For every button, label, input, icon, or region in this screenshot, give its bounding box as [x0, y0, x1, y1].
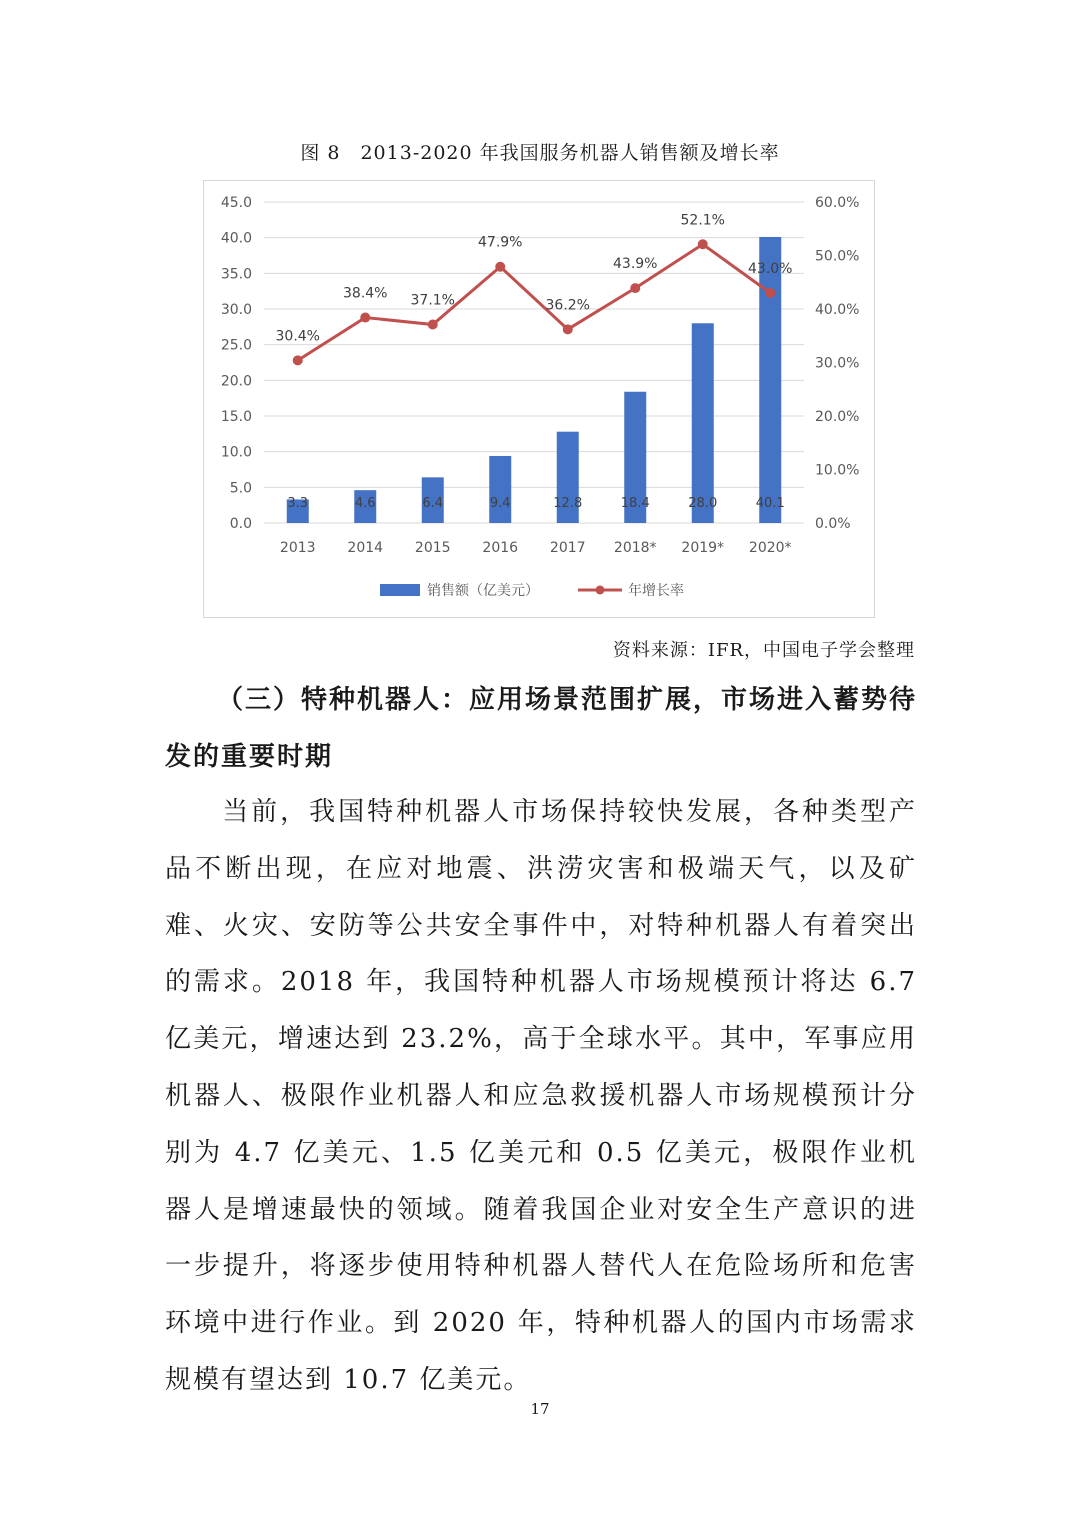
legend-bar-swatch: [380, 584, 420, 596]
bar-data-label: 6.4: [422, 496, 444, 511]
x-tick-label: 2019*: [681, 540, 725, 556]
growth-rate-data-label: 36.2%: [545, 297, 590, 314]
growth-rate-point: [630, 283, 640, 293]
x-tick-label: 2020*: [748, 540, 792, 556]
growth-rate-data-label: 52.1%: [680, 212, 725, 229]
chart-frame: [203, 180, 875, 618]
growth-rate-point: [428, 320, 438, 330]
body-paragraph: 当前，我国特种机器人市场保持较快发展，各种类型产品不断出现，在应对地震、洪涝灾害和极端天气，以及矿难、火灾、安防等公共安全事件中，对特种机器人有着突出的需求。2018 年，我国特种机器人市场规模预计将达 6.7 亿美元，增速达到 23.2%，高于全球水平。其中，军事应用机器人、极限作业机器人和应急救援机器人市场规模预计分别为 4.7 亿美元、1.5 亿美元和 0.5 亿美元，极限作业机器人是增速最快的领域。随着我国企业对安全生产意识的进一步提升，将逐步使用特种机器人替代人在危险场所和危害环境中进行作业。到 2020 年，特种机器人的国内市场需求规模有望达到 10.7 亿美元。: [165, 797, 917, 1395]
y-right-tick-label: 40.0%: [815, 302, 860, 318]
x-tick-label: 2016: [482, 540, 519, 556]
x-tick-label: 2015: [414, 540, 451, 556]
y-left-tick-label: 25.0: [220, 337, 252, 354]
x-tick-label: 2018*: [613, 540, 657, 556]
y-left-tick-label: 10.0: [220, 444, 252, 461]
bar-data-label: 9.4: [489, 496, 511, 511]
growth-rate-point: [293, 355, 303, 365]
growth-rate-data-label: 43.9%: [613, 256, 658, 273]
y-right-tick-label: 10.0%: [815, 462, 860, 479]
y-left-tick-label: 5.0: [229, 480, 252, 497]
section-heading: （三）特种机器人：应用场景范围扩展，市场进入蓄势待发的重要时期: [165, 685, 918, 772]
legend-line-label: 年增长率: [628, 583, 684, 599]
y-left-tick-label: 30.0: [220, 302, 252, 318]
bar: [489, 456, 511, 523]
y-right-tick-label: 60.0%: [815, 195, 860, 211]
legend-bar-label: 销售额（亿美元）: [427, 583, 539, 599]
growth-rate-data-label: 30.4%: [275, 328, 320, 345]
x-tick-label: 2014: [347, 540, 384, 556]
growth-rate-data-label: 43.0%: [748, 260, 793, 277]
source-note: 资料来源：IFR，中国电子学会整理: [612, 640, 915, 661]
y-left-tick-label: 40.0: [220, 230, 252, 247]
y-left-tick-label: 0.0: [229, 516, 252, 532]
bar-data-label: 40.1: [755, 496, 785, 511]
bar-data-label: 28.0: [688, 496, 718, 511]
y-left-tick-label: 15.0: [220, 409, 252, 425]
bar-data-label: 18.4: [620, 496, 650, 511]
growth-rate-data-label: 37.1%: [410, 292, 455, 309]
y-left-tick-label: 45.0: [220, 195, 252, 211]
figure-caption: 图 8 2013-2020 年我国服务机器人销售额及增长率: [300, 142, 780, 164]
y-right-tick-label: 0.0%: [815, 516, 851, 532]
growth-rate-point: [698, 239, 708, 249]
x-tick-label: 2017: [549, 540, 586, 556]
growth-rate-point: [360, 313, 370, 323]
bar: [759, 237, 781, 523]
y-left-tick-label: 20.0: [220, 373, 252, 390]
growth-rate-data-label: 47.9%: [478, 234, 523, 251]
x-tick-label: 2013: [279, 540, 316, 556]
sales-growth-chart: [204, 181, 876, 619]
growth-rate-point: [563, 324, 573, 334]
growth-rate-data-label: 38.4%: [343, 285, 388, 302]
y-right-tick-label: 20.0%: [815, 409, 860, 425]
y-right-tick-label: 30.0%: [815, 355, 860, 372]
page-number: 17: [530, 1400, 550, 1418]
bar-data-label: 3.3: [287, 496, 309, 511]
y-left-tick-label: 35.0: [220, 266, 252, 283]
growth-rate-point: [495, 262, 505, 272]
bar-data-label: 4.6: [354, 496, 376, 511]
y-right-tick-label: 50.0%: [815, 248, 860, 265]
legend-line-marker: [596, 586, 605, 595]
growth-rate-point: [765, 288, 775, 298]
bar-data-label: 12.8: [553, 496, 583, 511]
bar: [692, 323, 714, 523]
